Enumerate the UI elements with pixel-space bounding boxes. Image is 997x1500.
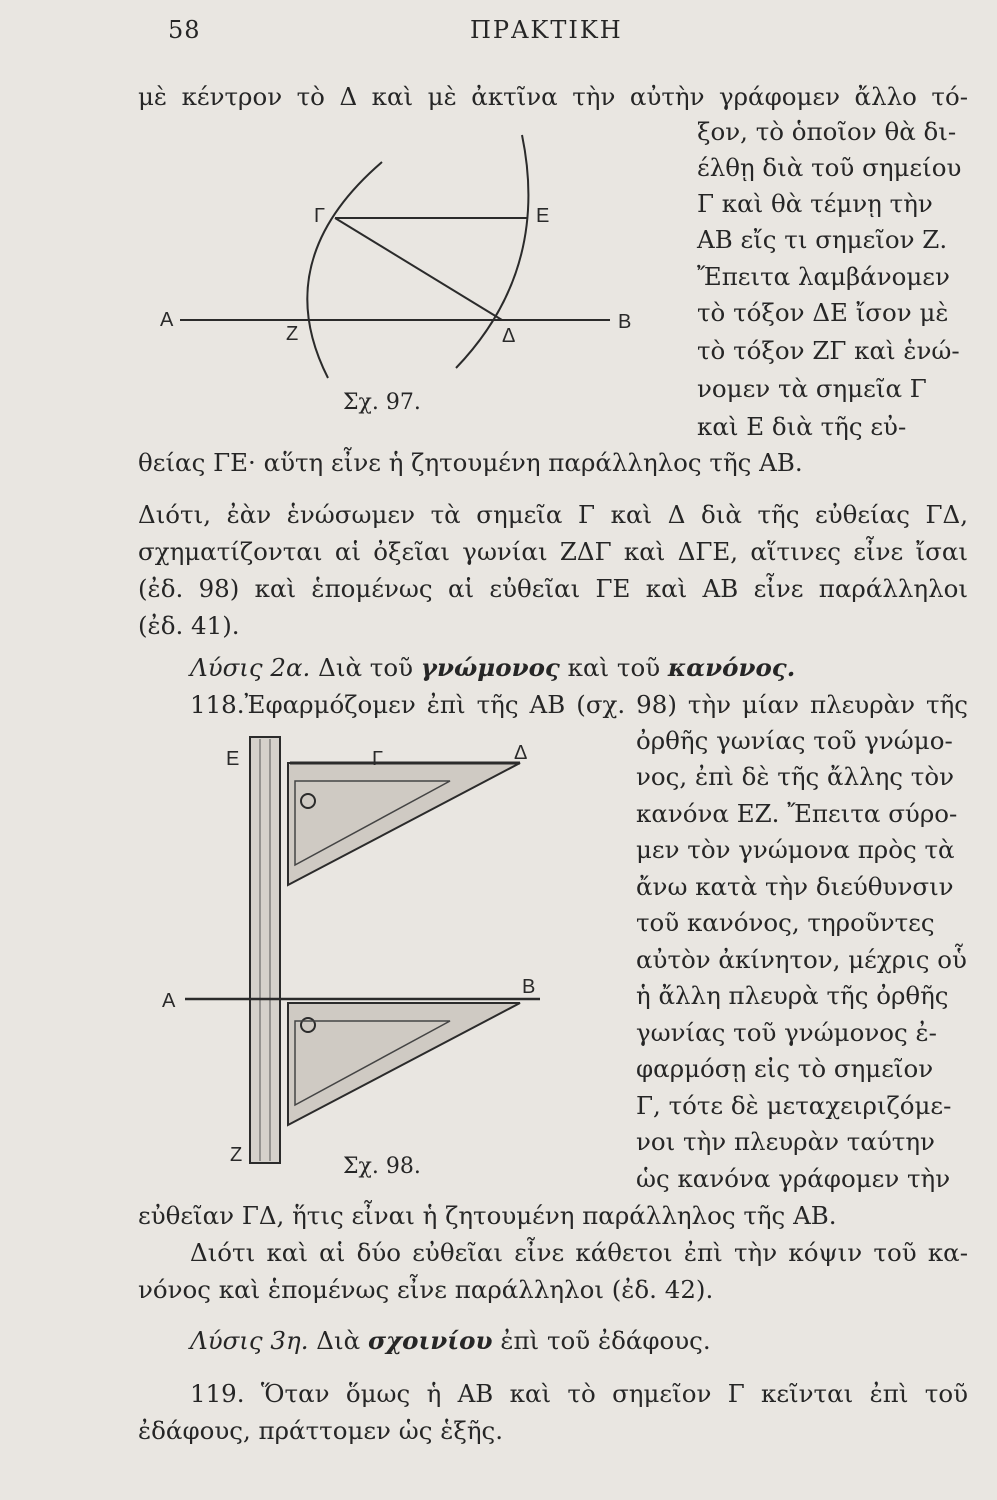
text-line: ἄνω κατὰ τὴν διεύθυνσιν bbox=[636, 872, 954, 901]
label-e: E bbox=[536, 205, 550, 227]
text-line: θείας ΓΕ· αὕτη εἶνε ἡ ζητουμένη παράλληλος τῆς ΑΒ. bbox=[138, 448, 803, 477]
text-line: έλθῃ διὰ τοῦ σημείου bbox=[697, 153, 962, 182]
text-line: γωνίας τοῦ γνώμονος ἐ- bbox=[636, 1018, 937, 1047]
text-line: ΑΒ εἴς τι σημεῖον Ζ. bbox=[697, 225, 948, 254]
text-line: Διότι καὶ αἱ δύο εὐθεῖαι εἶνε κάθετοι ἐπὶ τὴν κόψιν τοῦ κα- bbox=[190, 1238, 968, 1267]
text-line: τὸ τόξον ΔΕ ἴσον μὲ bbox=[697, 298, 949, 327]
text-line: ὀρθῆς γωνίας τοῦ γνώμο- bbox=[636, 726, 953, 755]
text-line: σχηματίζονται αἱ ὀξεῖαι γωνίαι ΖΔΓ καὶ ΔΓΕ, αἵτινες εἶνε ἴσαι bbox=[138, 537, 968, 566]
solution-text: ἐπὶ τοῦ ἐδάφους. bbox=[500, 1326, 711, 1355]
text-line: (ἐδ. 41). bbox=[138, 611, 240, 640]
text-line: νος, ἐπὶ δὲ τῆς ἄλλης τὸν bbox=[636, 762, 954, 791]
text-line: καὶ Ε διὰ τῆς εὐ- bbox=[697, 412, 907, 441]
text-line: Ἔπειτα λαμβάνομεν bbox=[697, 262, 950, 291]
text-line: κανόνα ΕΖ. Ἔπειτα σύρο- bbox=[636, 799, 958, 828]
page-number: 58 bbox=[168, 16, 201, 44]
solution-term: γνώμονος bbox=[420, 653, 560, 682]
solution-text: καὶ τοῦ bbox=[567, 653, 661, 682]
figure-98-diagram bbox=[150, 725, 630, 1165]
solution-text: Διὰ τοῦ bbox=[318, 653, 413, 682]
label-z: Z bbox=[230, 1144, 243, 1165]
text-line: Διότι, ἐὰν ἑνώσωμεν τὰ σημεῖα Γ καὶ Δ διὰ τῆς εὐθείας ΓΔ, bbox=[138, 500, 968, 529]
text-line: τὸ τόξον ΖΓ καὶ ἑνώ- bbox=[697, 336, 960, 365]
text-line: ἡ ἄλλη πλευρὰ τῆς ὀρθῆς bbox=[636, 981, 949, 1010]
text-line: μεν τὸν γνώμονα πρὸς τὰ bbox=[636, 835, 955, 864]
text-line: μὲ κέντρον τὸ Δ καὶ μὲ ἀκτῖνα τὴν αὐτὴν γράφομεν ἄλλο τό- bbox=[138, 82, 968, 111]
text-line: εὐθεῖαν ΓΔ, ἥτις εἶναι ἡ ζητουμένη παράλληλος τῆς ΑΒ. bbox=[138, 1201, 837, 1230]
text-line: νομεν τὰ σημεῖα Γ bbox=[697, 374, 927, 403]
text-line: νοι τὴν πλευρὰν ταύτην bbox=[636, 1127, 935, 1156]
text-line: 119. Ὅταν ὅμως ἡ ΑΒ καὶ τὸ σημεῖον Γ κεῖνται ἐπὶ τοῦ bbox=[190, 1379, 968, 1408]
page-header bbox=[0, 16, 997, 56]
text-line: νόνος καὶ ἑπομένως εἶνε παράλληλοι (ἐδ. 42). bbox=[138, 1275, 714, 1304]
solution-text: Διὰ bbox=[316, 1326, 361, 1355]
solution-3-heading bbox=[190, 1326, 711, 1356]
label-z: Z bbox=[286, 323, 299, 345]
text-line: ξον, τὸ ὁποῖον θὰ δι- bbox=[697, 117, 957, 146]
label-gamma: Γ bbox=[372, 748, 384, 770]
arc-centered-at-a bbox=[307, 162, 382, 378]
solution-label: Λύσις 2α. bbox=[190, 653, 311, 682]
label-b: B bbox=[618, 311, 632, 333]
text-line: ὡς κανόνα γράφομεν τὴν bbox=[636, 1164, 951, 1193]
solution-term: σχοινίου bbox=[367, 1326, 493, 1355]
segment-gd bbox=[335, 218, 502, 320]
text-line: αὐτὸν ἀκίνητον, μέχρις οὗ bbox=[636, 945, 967, 974]
text-line: τοῦ κανόνος, τηροῦντες bbox=[636, 908, 935, 937]
solution-term: κανόνος. bbox=[667, 653, 796, 682]
label-b: B bbox=[522, 976, 536, 998]
ruler-ez bbox=[250, 737, 280, 1163]
label-delta: Δ bbox=[514, 742, 528, 764]
label-gamma: Γ bbox=[314, 205, 326, 227]
solution-label: Λύσις 3η. bbox=[190, 1326, 309, 1355]
text-line: Γ, τότε δὲ μεταχειριζόμε- bbox=[636, 1091, 952, 1120]
label-a: A bbox=[162, 990, 176, 1012]
solution-2-heading bbox=[190, 653, 795, 683]
text-line: Γ καὶ θὰ τέμνῃ τὴν bbox=[697, 189, 933, 218]
label-e: E bbox=[226, 748, 240, 770]
figure-98-caption: Σχ. 98. bbox=[343, 1154, 421, 1179]
text-line: 118.Ἐφαρμόζομεν ἐπὶ τῆς ΑΒ (σχ. 98) τὴν μίαν πλευρὰν τῆς bbox=[190, 690, 968, 719]
label-delta: Δ bbox=[502, 325, 516, 347]
text-line: φαρμόσῃ εἰς τὸ σημεῖον bbox=[636, 1054, 934, 1083]
label-a: A bbox=[160, 309, 174, 331]
text-line: (ἐδ. 98) καὶ ἑπομένως αἱ εὐθεῖαι ΓΕ καὶ ΑΒ εἶνε παράλληλοι bbox=[138, 574, 968, 603]
arc-centered-at-delta bbox=[456, 135, 528, 368]
running-title: ΠΡΑΚΤΙΚΗ bbox=[470, 16, 623, 44]
text-line: ἐδάφους, πράττομεν ὡς ἑξῆς. bbox=[138, 1416, 504, 1445]
figure-97-caption: Σχ. 97. bbox=[343, 390, 421, 415]
figure-97-diagram bbox=[150, 110, 670, 400]
